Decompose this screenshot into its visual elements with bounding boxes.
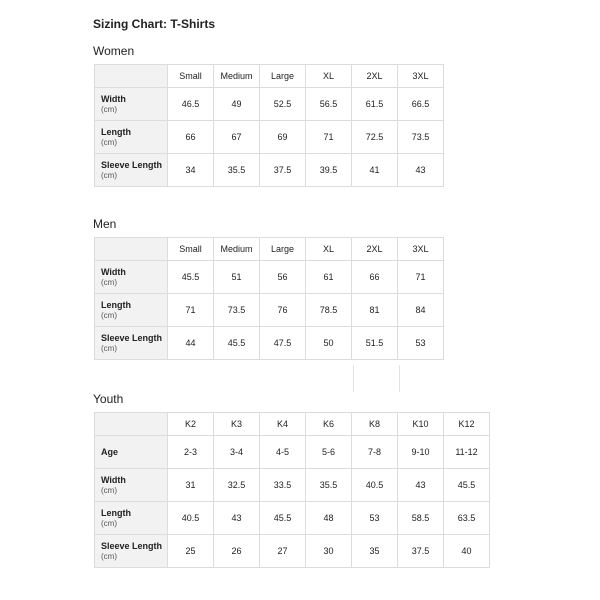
- size-value-cell: 37.5: [260, 154, 306, 187]
- row-unit: (cm): [101, 277, 117, 287]
- table-row: [95, 154, 444, 187]
- table-row: [95, 121, 444, 154]
- table-row: [95, 436, 490, 469]
- size-column-header: K6: [306, 413, 352, 436]
- size-value-cell: 27: [260, 535, 306, 568]
- size-value-cell: 56: [260, 261, 306, 294]
- row-unit: (cm): [101, 485, 117, 495]
- size-value-cell: 33.5: [260, 469, 306, 502]
- row-header: [95, 294, 168, 327]
- table-row: [95, 327, 444, 360]
- size-value-cell: 35.5: [214, 154, 260, 187]
- size-value-cell: 45.5: [168, 261, 214, 294]
- size-value-cell: 5-6: [306, 436, 352, 469]
- row-label: Length: [101, 299, 131, 310]
- size-value-cell: 48: [306, 502, 352, 535]
- divider-line: [353, 365, 354, 392]
- size-value-cell: 53: [352, 502, 398, 535]
- row-header: [95, 88, 168, 121]
- table-corner-cell: [95, 413, 168, 436]
- size-value-cell: 53: [398, 327, 444, 360]
- size-value-cell: 49: [214, 88, 260, 121]
- size-column-header: Medium: [214, 65, 260, 88]
- size-table-women: [94, 64, 444, 187]
- size-value-cell: 39.5: [306, 154, 352, 187]
- divider-line: [399, 365, 400, 392]
- size-value-cell: 66: [352, 261, 398, 294]
- size-column-header: Large: [260, 65, 306, 88]
- row-label: Width: [101, 474, 126, 485]
- size-column-header: Large: [260, 238, 306, 261]
- size-table-youth: [94, 412, 490, 568]
- size-value-cell: 66.5: [398, 88, 444, 121]
- row-header: [95, 154, 168, 187]
- row-unit: (cm): [101, 310, 117, 320]
- size-column-header: K8: [352, 413, 398, 436]
- table-header-row: [95, 65, 444, 88]
- size-value-cell: 11-12: [444, 436, 490, 469]
- table-row: [95, 502, 490, 535]
- size-table-men: [94, 237, 444, 360]
- table-row: [95, 261, 444, 294]
- row-unit: (cm): [101, 343, 117, 353]
- row-label: Width: [101, 93, 126, 104]
- size-column-header: Small: [168, 238, 214, 261]
- size-value-cell: 32.5: [214, 469, 260, 502]
- size-value-cell: 4-5: [260, 436, 306, 469]
- size-value-cell: 25: [168, 535, 214, 568]
- size-value-cell: 51.5: [352, 327, 398, 360]
- row-unit: (cm): [101, 518, 117, 528]
- row-header: [95, 261, 168, 294]
- size-column-header: 3XL: [398, 65, 444, 88]
- row-label: Length: [101, 126, 131, 137]
- row-header: [95, 502, 168, 535]
- table-header-row: [95, 413, 490, 436]
- size-column-header: K3: [214, 413, 260, 436]
- size-value-cell: 73.5: [398, 121, 444, 154]
- size-value-cell: 61: [306, 261, 352, 294]
- page-title: Sizing Chart: T-Shirts: [93, 17, 216, 31]
- size-value-cell: 76: [260, 294, 306, 327]
- size-value-cell: 45.5: [214, 327, 260, 360]
- size-value-cell: 50: [306, 327, 352, 360]
- size-value-cell: 35.5: [306, 469, 352, 502]
- size-value-cell: 52.5: [260, 88, 306, 121]
- row-label: Width: [101, 266, 126, 277]
- size-column-header: K10: [398, 413, 444, 436]
- size-value-cell: 31: [168, 469, 214, 502]
- size-value-cell: 3-4: [214, 436, 260, 469]
- table-row: [95, 535, 490, 568]
- size-value-cell: 51: [214, 261, 260, 294]
- size-value-cell: 26: [214, 535, 260, 568]
- size-value-cell: 63.5: [444, 502, 490, 535]
- section-title-women: Women: [93, 44, 135, 58]
- row-label: Sleeve Length: [101, 332, 163, 343]
- size-column-header: K12: [444, 413, 490, 436]
- row-unit: (cm): [101, 104, 117, 114]
- table-corner-cell: [95, 238, 168, 261]
- size-column-header: XL: [306, 65, 352, 88]
- row-unit: (cm): [101, 137, 117, 147]
- size-column-header: Small: [168, 65, 214, 88]
- size-value-cell: 40.5: [352, 469, 398, 502]
- size-value-cell: 46.5: [168, 88, 214, 121]
- size-value-cell: 43: [398, 469, 444, 502]
- row-header: [95, 327, 168, 360]
- row-header: [95, 469, 168, 502]
- row-header: [95, 121, 168, 154]
- size-value-cell: 41: [352, 154, 398, 187]
- size-value-cell: 71: [398, 261, 444, 294]
- size-value-cell: 35: [352, 535, 398, 568]
- table-row: [95, 469, 490, 502]
- size-value-cell: 2-3: [168, 436, 214, 469]
- size-column-header: K2: [168, 413, 214, 436]
- row-label: Age: [101, 446, 119, 457]
- size-column-header: Medium: [214, 238, 260, 261]
- size-value-cell: 71: [168, 294, 214, 327]
- size-value-cell: 61.5: [352, 88, 398, 121]
- size-value-cell: 34: [168, 154, 214, 187]
- row-header: [95, 535, 168, 568]
- size-column-header: 2XL: [352, 65, 398, 88]
- size-value-cell: 43: [214, 502, 260, 535]
- size-value-cell: 9-10: [398, 436, 444, 469]
- size-value-cell: 66: [168, 121, 214, 154]
- size-value-cell: 67: [214, 121, 260, 154]
- size-value-cell: 30: [306, 535, 352, 568]
- size-value-cell: 40.5: [168, 502, 214, 535]
- size-value-cell: 78.5: [306, 294, 352, 327]
- row-label: Length: [101, 507, 131, 518]
- size-value-cell: 45.5: [260, 502, 306, 535]
- size-value-cell: 37.5: [398, 535, 444, 568]
- table-header-row: [95, 238, 444, 261]
- size-value-cell: 71: [306, 121, 352, 154]
- size-value-cell: 72.5: [352, 121, 398, 154]
- size-value-cell: 81: [352, 294, 398, 327]
- size-value-cell: 69: [260, 121, 306, 154]
- size-column-header: 2XL: [352, 238, 398, 261]
- row-unit: (cm): [101, 551, 117, 561]
- table-row: [95, 294, 444, 327]
- size-column-header: K4: [260, 413, 306, 436]
- row-label: Sleeve Length: [101, 540, 163, 551]
- table-row: [95, 88, 444, 121]
- row-header: [95, 436, 168, 469]
- size-column-header: XL: [306, 238, 352, 261]
- section-title-youth: Youth: [93, 392, 124, 406]
- row-unit: (cm): [101, 170, 117, 180]
- size-value-cell: 44: [168, 327, 214, 360]
- section-title-men: Men: [93, 217, 117, 231]
- size-value-cell: 58.5: [398, 502, 444, 535]
- size-value-cell: 47.5: [260, 327, 306, 360]
- size-value-cell: 56.5: [306, 88, 352, 121]
- size-value-cell: 7-8: [352, 436, 398, 469]
- row-label: Sleeve Length: [101, 159, 163, 170]
- table-corner-cell: [95, 65, 168, 88]
- size-value-cell: 45.5: [444, 469, 490, 502]
- size-value-cell: 84: [398, 294, 444, 327]
- size-value-cell: 43: [398, 154, 444, 187]
- size-value-cell: 73.5: [214, 294, 260, 327]
- size-value-cell: 40: [444, 535, 490, 568]
- size-column-header: 3XL: [398, 238, 444, 261]
